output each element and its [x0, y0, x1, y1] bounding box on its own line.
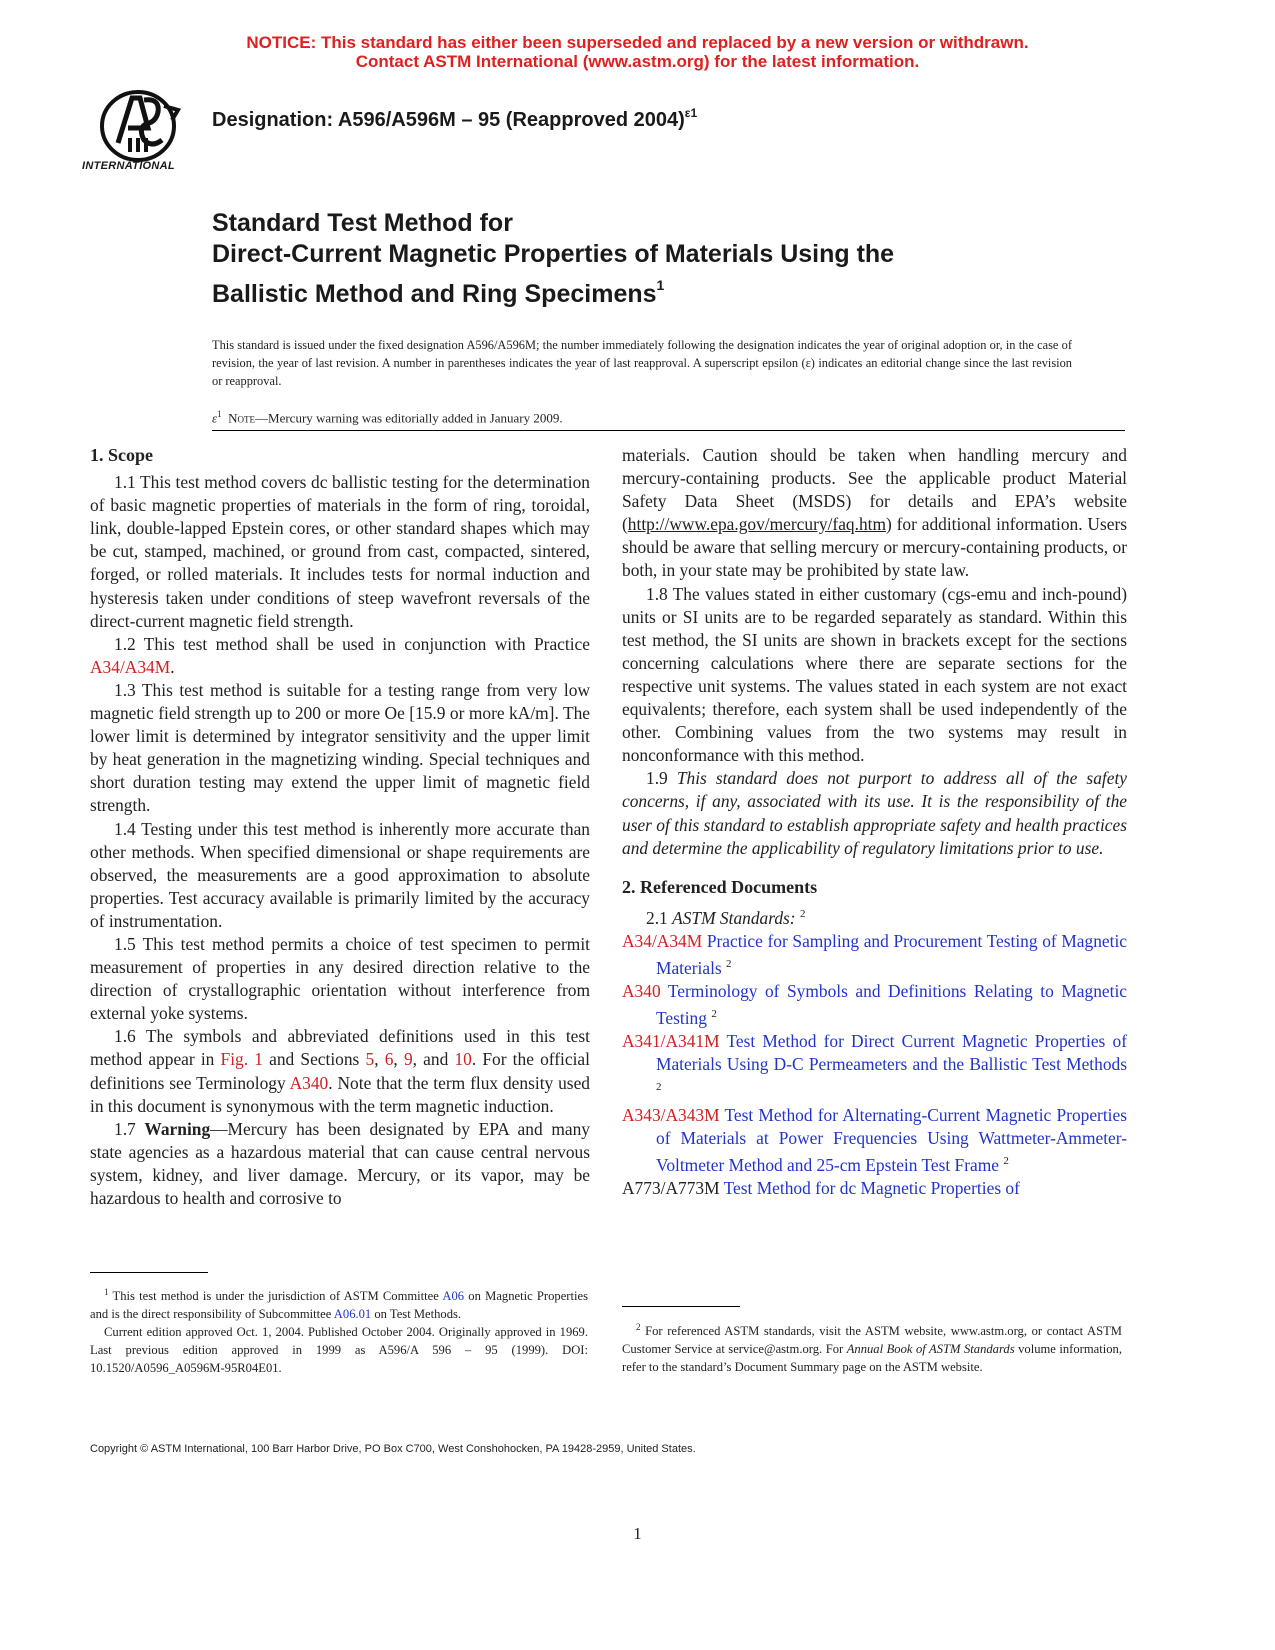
- designation-sup: ε1: [684, 106, 698, 120]
- epsilon-sup: 1: [217, 409, 222, 419]
- para-1-6-a: 1.6 The symbols and abbreviated definitions used in this test method appear in: [90, 1026, 590, 1070]
- para-1-6-c: . For the official definitions see Terminology: [90, 1049, 590, 1093]
- epsilon-note: [212, 406, 912, 426]
- ref-item: [622, 930, 1127, 980]
- footnote-1-a: This test method is under the jurisdiction of ASTM Committee: [112, 1289, 443, 1303]
- right-column: [622, 444, 1127, 1200]
- ref-sup: 2: [656, 1081, 662, 1094]
- link-a34[interactable]: A34/A34M: [90, 656, 171, 677]
- ref-title-a340[interactable]: Terminology of Symbols and Definitions Relating to Magnetic Testing: [656, 981, 1127, 1029]
- link-a06[interactable]: A06: [442, 1289, 465, 1303]
- ref-item: [622, 980, 1127, 1030]
- title-sup: 1: [656, 277, 665, 293]
- para-1-2-text: 1.2 This test method shall be used in conjunction with Practice: [114, 633, 590, 654]
- para-1-7-cont-b: ) for additional information. Users should be aware that selling mercury or mercury-containing products, or both, in your state may be prohibited by state law.: [622, 514, 1127, 581]
- epsilon-note-text: —Mercury warning was editorially added in January 2009.: [255, 410, 563, 426]
- para-1-8: 1.8 The values stated in either customary (cgs-emu and inch-pound) units or SI units are to be regarded separately as standard. Within this test method, the SI units are shown in brackets except for the sections concerning calculations where there are separate sections for the respective unit systems. The values stated in each system are not exact equivalents; therefore, each system shall be used independently of the other. Combining values from the two systems may result in nonconformance with this method.: [622, 583, 1127, 766]
- ref-title-a341[interactable]: Test Method for Direct Current Magnetic Properties of Materials Using D-C Permeameters and the Ballistic Test Methods: [656, 1031, 1127, 1075]
- title-line-1: Standard Test Method for: [212, 209, 513, 237]
- para-1-9-text: This standard does not purport to address all of the safety concerns, if any, associated with its use. It is the responsibility of the user of this standard to establish appropriate safety and health practices and determine the applicability of regulatory limitations prior to use.: [622, 768, 1127, 858]
- link-epa-url[interactable]: http://www.epa.gov/mercury/faq.htm: [627, 514, 887, 535]
- para-1-7: [90, 1118, 590, 1210]
- para-1-2-end: .: [170, 656, 175, 677]
- footnote-1-c: on Test Methods.: [371, 1307, 462, 1321]
- footnote-1-b: on Magnetic Properties and is the direct responsibility of Subcommittee: [90, 1289, 588, 1321]
- epsilon-symbol: ε: [212, 410, 218, 426]
- designation-text: Designation: A596/A596M – 95 (Reapproved 2004): [212, 109, 685, 131]
- para-1-6: 1.6 The symbols and abbreviated definitions used in this test method appear in Fig. 1 and Sections 5, 6, 9, and 10. For the official definitions see Terminology A340. Note that the term flux density used in this document is synonymous with the term magnetic induction.: [90, 1026, 590, 1116]
- link-section-5[interactable]: 5: [365, 1049, 375, 1070]
- footnote-2-a: For referenced ASTM standards, visit the ASTM website, www.astm.org, or contact ASTM Customer Service at service@astm.org. For: [622, 1324, 1122, 1356]
- notice-banner: [0, 33, 1275, 71]
- link-section-9[interactable]: 9: [403, 1049, 413, 1070]
- para-2-1-text: ASTM Standards:: [672, 907, 796, 928]
- link-section-10[interactable]: 10: [454, 1049, 472, 1070]
- page-title: [212, 208, 1112, 310]
- para-1-7-cont: [622, 444, 1127, 583]
- notice-line-1: NOTICE: This standard has either been superseded and replaced by a new version or withdrawn.: [246, 33, 1029, 52]
- ref-code-a340[interactable]: A340: [622, 981, 661, 1002]
- ref-item: [622, 1030, 1127, 1103]
- ref-sup: 2: [1003, 1154, 1009, 1167]
- para-1-9: [622, 767, 1127, 859]
- para-1-4: 1.4 Testing under this test method is inherently more accurate than other methods. When specified dimensional or shape requirements are observed, the measurements are a good approximation to absolute properties. Test accuracy available is primarily limited by the accuracy of instrumentation.: [90, 818, 590, 931]
- ref-code-a34[interactable]: A34/A34M: [622, 930, 703, 951]
- logo-text: INTERNATIONAL: [82, 160, 175, 172]
- title-line-2: Direct-Current Magnetic Properties of Materials Using the: [212, 240, 895, 268]
- ref-title-a34[interactable]: Practice for Sampling and Procurement Testing of Magnetic Materials: [656, 930, 1127, 978]
- link-fig-1[interactable]: Fig. 1: [220, 1049, 263, 1070]
- para-1-5: 1.5 This test method permits a choice of test specimen to permit measurement of properties in any desired direction relative to the direction of crystallographic orientation without interference from external yoke systems.: [90, 933, 590, 1024]
- footnote-1: [90, 1283, 588, 1377]
- footnote-2-b: volume information, refer to the standard’s Document Summary page on the ASTM website.: [622, 1342, 1122, 1374]
- footnote-1-edition: Current edition approved Oct. 1, 2004. Published October 2004. Originally approved in 1969. Last previous edition approved in 1999 as A596/A 596 – 95 (1999). DOI: 10.1520/A0596_A0596M-95R04E01.: [90, 1325, 588, 1375]
- para-1-9-num: 1.9: [646, 768, 677, 789]
- ref-item: [622, 1104, 1127, 1177]
- astm-logo: [82, 88, 200, 186]
- ref-code-a341[interactable]: A341/A341M: [622, 1031, 720, 1052]
- epsilon-note-label: Note: [228, 410, 256, 426]
- para-1-6-b: and Sections: [262, 1049, 366, 1070]
- footnote-1-sup: 1: [104, 1287, 109, 1297]
- footnote-2: [622, 1318, 1122, 1376]
- link-a06-01[interactable]: A06.01: [333, 1307, 372, 1321]
- header-divider: [212, 430, 1125, 431]
- ref-code-a773: A773/A773M: [622, 1177, 720, 1198]
- notice-line-2: Contact ASTM International (www.astm.org) for the latest information.: [355, 52, 920, 71]
- para-1-7-text: —Mercury has been designated by EPA and many state agencies as a hazardous material that can cause central nervous system, kidney, and liver damage. Mercury, or its vapor, may be hazardous to health and corrosive to: [90, 1118, 590, 1208]
- para-1-7-num: 1.7: [114, 1118, 145, 1139]
- para-1-7-cont-a: materials. Caution should be taken when handling mercury and mercury-containing products. See the applicable product Material Safety Data Sheet (MSDS) for details and EPA’s website (: [622, 445, 1127, 535]
- para-1-1: 1.1 This test method covers dc ballistic testing for the determination of basic magnetic properties of materials in the form of ring, toroidal, link, double-lapped Epstein cores, or other standard shapes which may be cut, stamped, machined, or ground from cast, compacted, sintered, forged, or rolled materials. It includes tests for normal induction and hysteresis taken under conditions of steep wavefront reversals of the direct-current magnetic field strength.: [90, 472, 590, 631]
- para-2-1: [622, 903, 1127, 930]
- title-line-3: Ballistic Method and Ring Specimens: [212, 280, 657, 308]
- footnote-2-sup: 2: [636, 1322, 641, 1332]
- page-number: 1: [633, 1524, 642, 1543]
- copyright: Copyright © ASTM International, 100 Barr Harbor Drive, PO Box C700, West Conshohocken, PA 19428-2959, United States.: [90, 1443, 696, 1455]
- ref-title-a773[interactable]: Test Method for dc Magnetic Properties of: [723, 1177, 1020, 1198]
- section-heading-refdocs: 2. Referenced Documents: [622, 876, 818, 897]
- footnote-divider-left: [90, 1272, 208, 1273]
- para-1-3: 1.3 This test method is suitable for a testing range from very low magnetic field strength up to 200 or more Oe [15.9 or more kA/m]. The lower limit is determined by integrator sensitivity and the upper limit by heat generation in the magnetizing winding. Special techniques and short duration testing may extend the upper limit of magnetic field strength.: [90, 679, 590, 816]
- para-2-1-sup: 2: [799, 907, 806, 920]
- ref-code-a343[interactable]: A343/A343M: [622, 1104, 720, 1125]
- ref-item: [622, 1177, 1127, 1200]
- link-section-6[interactable]: 6: [384, 1049, 394, 1070]
- ref-title-a343[interactable]: Test Method for Alternating-Current Magnetic Properties of Materials at Power Frequencies Using Wattmeter-Ammeter-Voltmeter Method and 25-cm Epstein Test Frame: [656, 1104, 1127, 1175]
- para-1-2: [90, 633, 590, 679]
- ref-sup: 2: [711, 1008, 717, 1021]
- warning-label: Warning: [144, 1118, 211, 1139]
- designation: [212, 106, 697, 132]
- footnote-2-italic: Annual Book of ASTM Standards: [846, 1342, 1015, 1356]
- left-column: [90, 444, 590, 1210]
- para-1-6-d: . Note that the term flux density used in this document is synonymous with the term magnetic induction.: [90, 1072, 590, 1116]
- link-a340[interactable]: A340: [289, 1072, 329, 1093]
- issued-statement: This standard is issued under the fixed designation A596/A596M; the number immediately following the designation indicates the year of original adoption or, in the case of revision, the year of last revision. A number in parentheses indicates the year of last reapproval. A superscript epsilon (ε) indicates an editorial change since the last revision or reapproval.: [212, 338, 1072, 388]
- footnote-divider-right: [622, 1306, 740, 1307]
- section-heading-scope: 1. Scope: [90, 445, 153, 465]
- ref-sup: 2: [726, 957, 732, 970]
- para-2-1-num: 2.1: [646, 907, 673, 928]
